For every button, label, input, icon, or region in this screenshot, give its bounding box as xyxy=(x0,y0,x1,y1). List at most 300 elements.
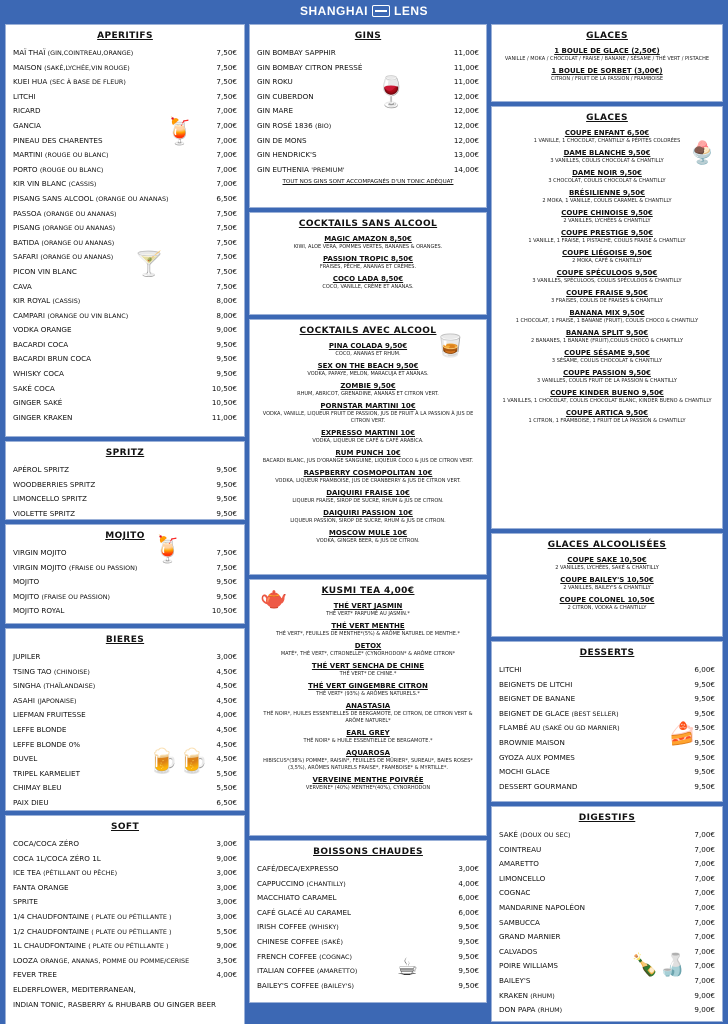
cocktails-sans-list xyxy=(257,234,479,291)
menu-item xyxy=(499,692,715,707)
menu-item xyxy=(13,968,237,983)
item-detail: (WHISKY) xyxy=(308,923,339,932)
item-name-text: LITCHI xyxy=(499,665,522,674)
item-name-text: DESSERT GOURMAND xyxy=(499,781,578,791)
item-name-text: TRIPEL KARMELIET xyxy=(13,768,80,778)
item-title: COUPE FRAISE 9,50€ xyxy=(566,289,648,297)
item-title: COUPE KINDER BUENO 9,50€ xyxy=(550,389,664,397)
menu-item xyxy=(257,361,479,378)
section-title: MOJITO xyxy=(105,531,145,541)
menu-item xyxy=(499,268,715,285)
item-price: 7,50€ xyxy=(216,208,237,218)
section-title: KUSMI TEA 4,00€ xyxy=(321,586,415,596)
item-name-text: CAMPARI xyxy=(13,310,46,320)
item-title: DAME BLANCHE 9,50€ xyxy=(563,149,651,157)
item-name xyxy=(13,221,115,236)
item-detail: (RHUM) xyxy=(537,1006,563,1015)
item-price: 9,50€ xyxy=(216,591,237,601)
item-name-text: GIN ROKU xyxy=(257,77,293,87)
item-name xyxy=(499,930,561,945)
item-title: THÉ VERT GINGEMBRE CITRON xyxy=(308,682,428,690)
item-detail: (FRAISE OU PASSION) xyxy=(68,563,138,572)
menu-item xyxy=(257,381,479,398)
item-price: 11,00€ xyxy=(453,62,479,72)
menu-item xyxy=(13,650,237,665)
item-description: 2 VANILLES, LYCHÉES & CHANTILLY xyxy=(563,218,651,224)
item-description: 1 CITRON, 1 FRAMBOISE, 1 FRUIT DE LA PASSION & CHANTILLY xyxy=(528,418,686,424)
item-name-text: BACARDI BRUN COCA xyxy=(13,354,92,364)
menu-item xyxy=(499,66,715,83)
section-aperitifs xyxy=(5,24,245,437)
item-description: THÉ VERT* (93%) & ARÔMES NATURELS.* xyxy=(316,691,420,697)
menu-item xyxy=(499,168,715,185)
menu-item xyxy=(257,935,479,950)
item-name xyxy=(13,280,32,295)
sundae-icon: 🍨 xyxy=(688,141,716,166)
item-description: COCO, ANANAS ET RHUM. xyxy=(335,351,401,357)
item-price: 9,50€ xyxy=(216,508,237,518)
item-name-text: COCA/COCA ZÉRO xyxy=(13,839,80,848)
item-name-text: WOODBERRIES SPRITZ xyxy=(13,479,96,489)
item-name-text: PISANG SANS ALCOOL xyxy=(13,193,94,203)
item-price: 3,00€ xyxy=(458,864,479,873)
item-name xyxy=(499,765,550,780)
item-price: 4,00€ xyxy=(458,878,479,888)
cocktails-avec-list xyxy=(257,341,479,545)
menu-item xyxy=(257,528,479,545)
item-name xyxy=(257,61,362,76)
item-name xyxy=(13,650,40,665)
section-title: COCKTAILS AVEC ALCOOL xyxy=(299,326,437,336)
item-name-text: LIMONCELLO SPRITZ xyxy=(13,494,87,504)
item-title: PORNSTAR MARTINI 10€ xyxy=(320,402,416,410)
item-detail: (ORANGE OU ANANAS) xyxy=(43,209,117,218)
item-name-text: IRISH COFFEE xyxy=(257,922,307,932)
item-name-text: ICE TEA xyxy=(13,868,41,878)
item-name-text: SINGHA xyxy=(13,681,41,691)
aperitifs-list xyxy=(13,46,237,425)
item-name-text: VIRGIN MOJITO xyxy=(13,548,67,557)
item-name xyxy=(13,177,96,192)
item-name xyxy=(257,877,346,892)
item-description: 3 VANILLES, COULIS FRUIT DE LA PASSION & CHANTILLY xyxy=(537,378,677,384)
menu-item xyxy=(13,866,237,881)
item-name xyxy=(13,382,55,397)
item-name-text: GINGER KRAKEN xyxy=(13,412,73,422)
menu-item xyxy=(13,192,237,207)
menu-item xyxy=(499,148,715,165)
item-name xyxy=(257,104,293,119)
beer-glasses-icon: 🍺🍺 xyxy=(148,747,208,775)
item-name xyxy=(13,323,72,338)
menu-item xyxy=(257,401,479,425)
menu-item xyxy=(13,781,237,796)
item-name-text: MANDARINE NAPOLÉON xyxy=(499,902,586,912)
item-price: 7,50€ xyxy=(216,77,237,87)
item-name xyxy=(499,959,558,974)
menu-item xyxy=(499,228,715,245)
item-description: BACARDI BLANC, JUS D'ORANGE SANGUINE, LIQUEUR COCO & JUS DE CITRON VERT. xyxy=(262,458,474,464)
menu-item xyxy=(499,408,715,425)
menu-item xyxy=(257,775,479,792)
item-price: 7,00€ xyxy=(216,106,237,116)
menu-item xyxy=(13,561,237,576)
menu-item xyxy=(257,681,479,698)
menu-item xyxy=(257,448,479,465)
section-glaces-alcoolisees xyxy=(491,533,723,637)
item-name xyxy=(13,561,137,576)
item-price: 9,50€ xyxy=(216,339,237,349)
menu-item xyxy=(257,508,479,525)
menu-item xyxy=(13,837,237,852)
item-detail: (ORANGE OU VIN BLANC) xyxy=(47,311,129,320)
menu-item xyxy=(13,46,237,61)
menu-item xyxy=(13,411,237,426)
item-name xyxy=(499,945,537,960)
menu-item xyxy=(257,964,479,979)
menu-item xyxy=(13,998,237,1013)
item-detail: (DOUX OU SEC) xyxy=(520,831,571,839)
item-description: FRAISES, PÊCHE, ANANAS ET CRÈMES. xyxy=(319,264,417,270)
menu-item xyxy=(13,367,237,382)
menu-item xyxy=(257,274,479,291)
menu-item xyxy=(13,104,237,119)
menu-item xyxy=(13,148,237,163)
item-price: 4,50€ xyxy=(216,739,237,749)
item-name-text: SPRITE xyxy=(13,897,38,907)
item-name xyxy=(499,692,575,707)
item-detail: (PÉTILLANT OU PÊCHE) xyxy=(43,869,118,878)
item-name-text: COCA 1L/COCA ZÉRO 1L xyxy=(13,853,101,863)
item-name xyxy=(13,983,136,998)
menu-item xyxy=(257,920,479,935)
item-name xyxy=(13,207,117,222)
item-name-text: WHISKY COCA xyxy=(13,369,64,379)
item-detail: (COGNAC) xyxy=(319,952,353,961)
item-price: 3,00€ xyxy=(216,911,237,921)
item-name xyxy=(257,148,317,163)
item-price xyxy=(216,998,238,1013)
item-price: 9,00€ xyxy=(694,990,715,1000)
menu-item xyxy=(257,104,479,119)
section-title: BIERES xyxy=(105,635,145,645)
item-name-text: MOJITO xyxy=(13,591,40,601)
menu-item xyxy=(499,308,715,325)
item-name xyxy=(13,679,95,694)
menu-item xyxy=(257,148,479,163)
item-description: VODKA, PAPAYE, MELON, MARACUJA ET ANANAS. xyxy=(307,371,429,377)
item-name xyxy=(13,75,126,90)
item-price: 9,50€ xyxy=(458,936,479,946)
item-price: 7,00€ xyxy=(694,859,715,869)
item-name-text: APÉROL SPRITZ xyxy=(13,465,70,474)
item-title: COUPE SAKE 10,50€ xyxy=(567,556,647,564)
menu-item xyxy=(499,128,715,145)
item-title: DAME NOIR 9,50€ xyxy=(572,169,642,177)
item-title: COUPE PRESTIGE 9,50€ xyxy=(561,229,653,237)
brand-left: SHANGHAI xyxy=(299,4,368,18)
item-name xyxy=(257,46,336,61)
menu-item xyxy=(13,694,237,709)
menu-item xyxy=(257,862,479,877)
item-name xyxy=(13,708,86,723)
item-name xyxy=(13,767,80,782)
gins-list xyxy=(257,46,479,177)
menu-item xyxy=(13,134,237,149)
menu-item xyxy=(499,46,715,63)
item-name xyxy=(13,910,172,925)
item-description: 2 MOKA, CAFÉ & CHANTILLY xyxy=(572,258,642,264)
item-title: AQUAROSA xyxy=(345,749,391,757)
menu-item xyxy=(257,234,479,251)
item-title: DAIQUIRI PASSION 10€ xyxy=(323,509,413,517)
item-name-text: FEVER TREE xyxy=(13,970,57,980)
section-kusmi-tea xyxy=(249,579,487,836)
item-price: 9,50€ xyxy=(216,577,237,587)
item-price: 7,50€ xyxy=(216,252,237,262)
soft-list xyxy=(13,837,237,1012)
item-name-text: SAMBUCCA xyxy=(499,917,540,927)
item-price: 4,00€ xyxy=(216,710,237,720)
menu-item xyxy=(499,843,715,858)
item-name xyxy=(13,163,103,178)
item-price: 7,00€ xyxy=(694,902,715,912)
item-name xyxy=(499,1003,562,1018)
item-name xyxy=(499,857,539,872)
item-name xyxy=(13,463,69,478)
item-price: 7,50€ xyxy=(216,562,237,572)
item-name xyxy=(13,939,169,954)
item-name xyxy=(13,998,216,1013)
menu-item xyxy=(257,134,479,149)
menu-item xyxy=(13,236,237,251)
item-name xyxy=(13,250,113,265)
menu-item xyxy=(499,930,715,945)
item-name xyxy=(13,352,91,367)
item-price: 12,00€ xyxy=(453,135,479,145)
item-name xyxy=(13,796,49,811)
item-name-text: BAILEY'S xyxy=(499,975,531,985)
item-name-text: ITALIAN COFFEE xyxy=(257,966,315,976)
item-price: 4,50€ xyxy=(216,695,237,705)
item-price: 9,50€ xyxy=(458,966,479,976)
item-name-text: DUVEL xyxy=(13,754,38,764)
item-price: 9,00€ xyxy=(694,1005,715,1015)
item-name-text: GRAND MARNIER xyxy=(499,932,561,942)
item-price: 4,50€ xyxy=(216,681,237,691)
item-name-text: SAKÉ COCA xyxy=(13,383,55,393)
item-name xyxy=(13,852,101,867)
item-name xyxy=(499,901,585,916)
item-name xyxy=(13,46,133,61)
item-name-text: LOOZA xyxy=(13,955,38,965)
brand-logo xyxy=(300,4,428,18)
item-price: 9,50€ xyxy=(694,723,715,733)
brand-right: LENS xyxy=(394,4,429,18)
item-title: COUPE PASSION 9,50€ xyxy=(563,369,651,377)
item-name-text: GIN MARE xyxy=(257,106,294,116)
menu-item xyxy=(13,221,237,236)
item-price: 7,50€ xyxy=(216,237,237,247)
menu-item xyxy=(13,939,237,954)
item-title: EARL GREY xyxy=(346,729,390,737)
menu-item xyxy=(13,881,237,896)
item-description: 1 VANILLE, 1 CHOCOLAT, CHANTILLY & PÉPITES COLORÉES xyxy=(533,138,681,144)
menu-item xyxy=(257,891,479,906)
item-name-text: 1/2 CHAUDFONTAINE xyxy=(13,926,89,936)
item-name-text: GIN DE MONS xyxy=(257,135,307,145)
section-soft xyxy=(5,815,245,1024)
item-price: 7,50€ xyxy=(216,266,237,276)
menu-item xyxy=(257,748,479,772)
item-price: 7,00€ xyxy=(694,844,715,854)
menu-item xyxy=(13,207,237,222)
menu-item xyxy=(13,119,237,134)
item-price: 3,00€ xyxy=(216,868,237,878)
item-detail: (ORANGE OU ANANAS) xyxy=(41,238,115,247)
item-description: 2 CITRON, VODKA & CHANTILLY xyxy=(567,605,647,611)
item-price: 9,50€ xyxy=(694,708,715,718)
item-name-text: CAFÉ/DECA/EXPRESSO xyxy=(257,864,339,873)
item-detail: (JAPONAISE) xyxy=(37,696,77,705)
item-title: PINA COLADA 9,50€ xyxy=(328,342,408,350)
item-price: 3,00€ xyxy=(216,652,237,661)
item-price: 6,50€ xyxy=(216,797,237,807)
item-price: 9,50€ xyxy=(694,767,715,777)
item-name xyxy=(13,104,41,119)
bieres-list xyxy=(13,650,237,811)
menu-item xyxy=(499,886,715,901)
item-price: 5,50€ xyxy=(216,783,237,793)
section-title: GINS xyxy=(354,31,382,41)
item-name xyxy=(499,678,572,693)
item-price: 4,50€ xyxy=(216,666,237,676)
item-price: 7,00€ xyxy=(216,179,237,189)
item-title: COUPE COLONEL 10,50€ xyxy=(559,596,655,604)
item-name-text: LITCHI xyxy=(13,91,36,101)
item-description: VODKA, GINGER BEER, & JUS DE CITRON. xyxy=(316,538,420,544)
item-name-text: KIR VIN BLANC xyxy=(13,179,67,189)
item-name-text: MOJITO ROYAL xyxy=(13,606,65,616)
item-title: THÉ VERT MENTHE xyxy=(331,622,405,630)
item-price: 3,00€ xyxy=(216,882,237,892)
section-title: GLACES xyxy=(586,113,628,123)
item-title: 1 BOULE DE SORBET (3,00€) xyxy=(551,67,663,75)
item-name xyxy=(257,134,307,149)
item-description: THÉ VERT* PARFUMÉ AU JASMIN.* xyxy=(326,611,410,617)
menu-item xyxy=(13,665,237,680)
item-name-text: PINEAU DES CHARENTES xyxy=(13,135,103,145)
item-title: COUPE LIÉGOISE 9,50€ xyxy=(562,249,652,257)
menu-item xyxy=(13,61,237,76)
menu-item xyxy=(13,396,237,411)
item-name-text: CAFÉ GLACÉ AU CARAMEL xyxy=(257,907,352,917)
item-name xyxy=(13,338,68,353)
menu-item xyxy=(13,492,237,507)
item-detail: (CASSIS) xyxy=(52,297,81,306)
item-name-text: PAIX DIEU xyxy=(13,797,49,807)
item-price: 7,50€ xyxy=(216,548,237,557)
menu-item xyxy=(257,119,479,134)
item-price: 7,00€ xyxy=(694,961,715,971)
item-name-text: PASSOA xyxy=(13,208,42,218)
item-price: 9,50€ xyxy=(216,369,237,379)
menu-item xyxy=(13,895,237,910)
item-price: 5,50€ xyxy=(216,768,237,778)
item-name-text: BEIGNET DE BANANE xyxy=(499,694,576,704)
item-description: 2 VANILLES, LYCHÉES, SAKÉ & CHANTILLY xyxy=(555,565,659,571)
item-name xyxy=(13,781,62,796)
item-price: 7,50€ xyxy=(216,223,237,233)
item-name-text: SAFARI xyxy=(13,252,39,262)
item-title: RUM PUNCH 10€ xyxy=(335,449,401,457)
item-name-text: VODKA ORANGE xyxy=(13,325,72,335)
item-price: 9,00€ xyxy=(216,853,237,863)
item-detail: (SAKÉ OU GD MARNIER) xyxy=(542,724,620,733)
item-description: 2 BANANES, 1 BANANE (FRUIT),COULIS CHOCO & CHANTILLY xyxy=(530,338,684,344)
item-title: DAIQUIRI FRAISE 10€ xyxy=(326,489,410,497)
item-detail: (ORANGE OU ANANAS) xyxy=(95,194,169,203)
item-description: HIBISCUS*(38%) POMME*, RAISIN*, FEUILLES DE MÛRIER*, SUREAU*, BAIES ROSES*(3,5%), ARÔMES NATURELS FRAISE*, FRAMBOISE* & MYRTILLE*. xyxy=(263,758,473,771)
item-name-text: ASAHI xyxy=(13,695,36,705)
item-name xyxy=(257,979,354,994)
item-name-text: BEIGNET DE GLACE xyxy=(499,708,570,718)
item-title: 1 BOULE DE GLACE (2,50€) xyxy=(554,47,660,55)
item-price: 7,50€ xyxy=(216,62,237,72)
item-name xyxy=(499,872,545,887)
item-description: 1 VANILLES, 1 CHOCOLAT, COULIS CHOCOLAT BLANC, KINDER BUENO & CHANTILLY xyxy=(502,398,712,404)
section-cocktails-avec-alcool xyxy=(249,319,487,575)
item-name xyxy=(13,492,87,507)
item-title: BANANA SPLIT 9,50€ xyxy=(565,329,649,337)
item-description: VODKA, LIQUEUR DE CAFÉ & CAFÉ ARABICA. xyxy=(312,438,424,444)
item-description: THÉ VERT* DE CHINE.* xyxy=(339,671,397,677)
item-name xyxy=(13,478,95,493)
menu-item xyxy=(499,575,715,592)
column-right xyxy=(491,24,723,1022)
item-name xyxy=(13,411,72,426)
item-price: 9,50€ xyxy=(458,980,479,990)
menu-item xyxy=(499,901,715,916)
boissons-chaudes-list xyxy=(257,862,479,993)
item-name xyxy=(499,751,575,766)
section-mojito xyxy=(5,524,245,624)
menu-item xyxy=(257,950,479,965)
item-name-text: POIRE WILLIAMS xyxy=(499,961,558,971)
menu-item xyxy=(13,575,237,590)
item-price: 11,00€ xyxy=(453,48,479,57)
item-description: LIQUEUR FRAISE, SIROP DE SUCRE, RHUM & JUS DE CITRON. xyxy=(292,498,444,504)
section-title: DIGESTIFS xyxy=(578,813,636,823)
item-name xyxy=(499,663,522,678)
menu-item xyxy=(13,796,237,811)
item-name-text: CALVADOS xyxy=(499,946,538,956)
item-price: 7,00€ xyxy=(216,164,237,174)
item-name xyxy=(499,916,540,931)
item-name-text: GIN ROSÉ 1836 xyxy=(257,120,313,130)
cocktail-glass-icon: 🍹 xyxy=(163,117,196,147)
menu-item xyxy=(13,910,237,925)
item-name-text: 1/4 CHAUDFONTAINE xyxy=(13,911,89,921)
item-name xyxy=(13,294,80,309)
item-name xyxy=(13,590,110,605)
item-description: VANILLE / MOKA / CHOCOLAT / FRAISE / BANANE / SÉSAME / THÉ VERT / PISTACHE xyxy=(504,56,710,62)
item-price: 12,00€ xyxy=(453,91,479,101)
item-price: 7,00€ xyxy=(694,932,715,942)
item-name-text: DON PAPA xyxy=(499,1005,536,1015)
item-name xyxy=(13,265,77,280)
item-price: 9,50€ xyxy=(694,781,715,791)
